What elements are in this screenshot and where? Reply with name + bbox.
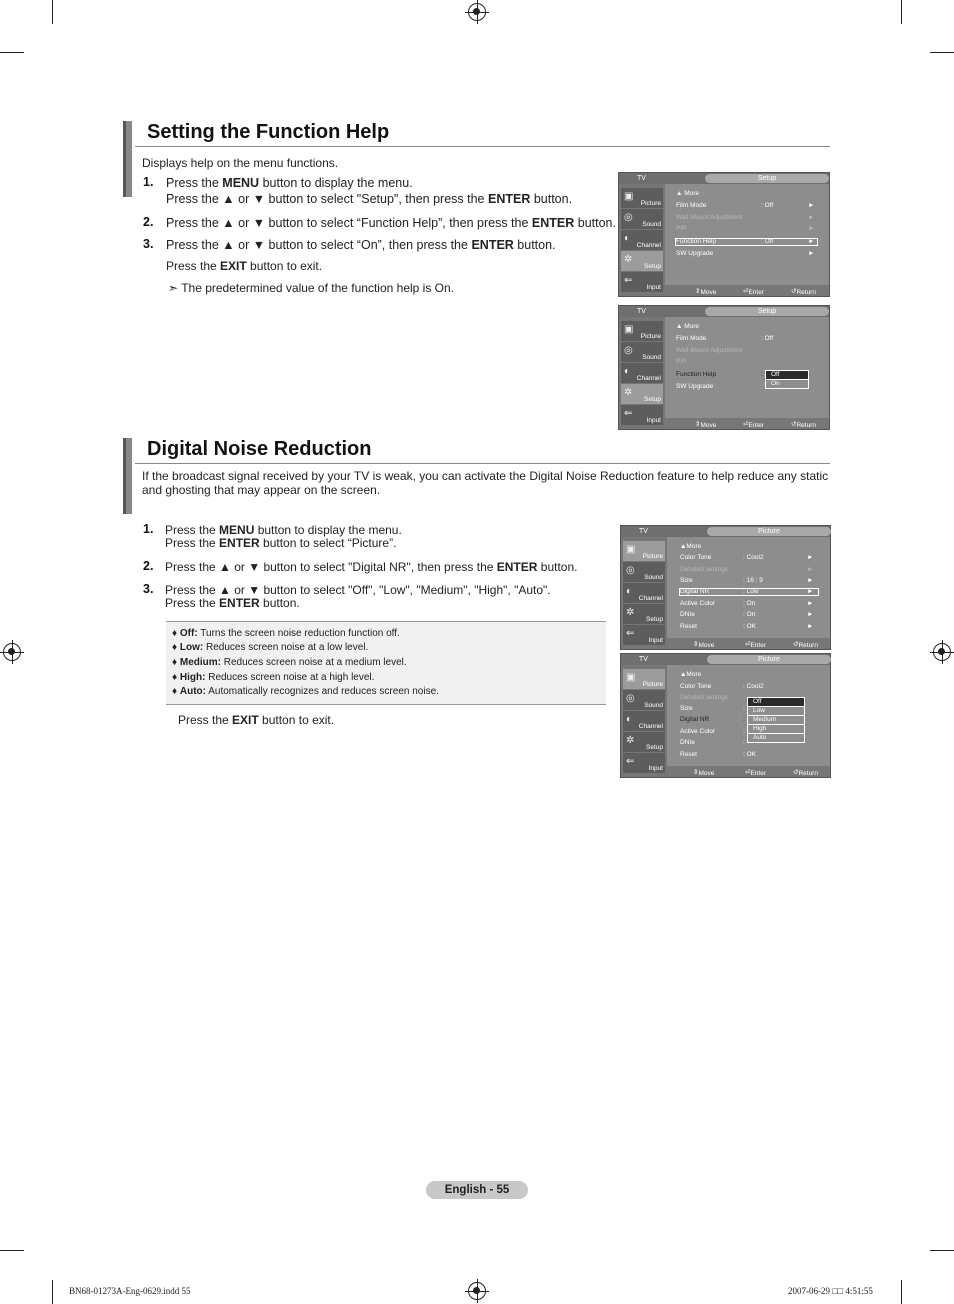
step-number: 1. — [143, 175, 154, 189]
setup-icon: ✲ — [626, 735, 635, 746]
tv-menu-setup: TV Setup ▣ Picture ◎ Sound ◐ Channel ✲ Setup ⇐ Input ▲ More Film Mode : Off ► Wall-Mount Adjustment ► PIP ► Function Help : Off ► SW Upgrade ► ⇕ Move ⏎ Enter ↺ Return — [618, 172, 830, 297]
sound-icon: ◎ — [624, 345, 633, 356]
file-slug: BN68-01273A-Eng-0629.indd 55 — [69, 1286, 191, 1296]
intro-text: Displays help on the menu functions. — [142, 156, 339, 170]
picture-icon: ▣ — [624, 324, 634, 335]
channel-icon: ◐ — [626, 714, 633, 725]
section-divider — [135, 463, 830, 464]
section-title-dnr: Digital Noise Reduction — [147, 438, 372, 460]
registration-mark-right-icon — [933, 643, 951, 661]
step-text: Press the ▲ or ▼ button to select "Digital NR", then press the ENTER button. — [165, 560, 578, 574]
note-text: ➣ The predetermined value of the function help is On. — [168, 281, 455, 295]
step-text: Press the ENTER button. — [165, 596, 300, 610]
step-text: Press the ▲ or ▼ button to select "Setup", then press the ENTER button. — [166, 192, 573, 206]
channel-icon: ◐ — [626, 586, 633, 597]
exit-text: Press the EXIT button to exit. — [166, 259, 323, 273]
sound-icon: ◎ — [626, 693, 635, 704]
tv-menu-setup-dropdown: TV Setup ▣ Picture ◎ Sound ◐ Channel ✲ Setup ⇐ Input ▲ More Film Mode : Off Wall-Mount Adjustment PIP Function Help : SW Upgrade Off On ⇕ Move ⏎ Enter ↺ Return — [618, 305, 830, 430]
input-icon: ⇐ — [626, 628, 635, 639]
registration-mark-top-icon — [468, 3, 486, 21]
page-number: English - 55 — [426, 1181, 528, 1199]
picture-icon: ▣ — [626, 672, 636, 683]
step-text: Press the ▲ or ▼ button to select "Off", "Low", "Medium", "High", "Auto". — [165, 583, 551, 597]
input-icon: ⇐ — [624, 275, 633, 286]
step-number: 2. — [143, 215, 154, 229]
picture-icon: ▣ — [626, 544, 636, 555]
sound-icon: ◎ — [626, 565, 635, 576]
intro-text: If the broadcast signal received by your TV is weak, you can activate the Digital Noise Reduction feature to help reduce any static — [142, 469, 829, 483]
setup-icon: ✲ — [626, 607, 635, 618]
section-marker — [123, 438, 132, 514]
step-text: Press the MENU button to display the menu. — [165, 523, 402, 537]
tv-menu-picture-dropdown: TV Picture ▣ Picture ◎ Sound ◐ Channel ✲ Setup ⇐ Input ▲More Color Tone : Cool2 Detailed settings Size : Digital NR : Active Color : DNIe : Reset : OK Off Low Medium High Auto ⇕ Move ⏎ Enter ↺ Return — [620, 653, 831, 778]
channel-icon: ◐ — [624, 366, 631, 377]
section-divider — [135, 146, 830, 147]
step-number: 3. — [143, 237, 154, 251]
setup-icon: ✲ — [624, 254, 633, 265]
intro-text: and ghosting that may appear on the screen. — [142, 483, 381, 497]
date-slug: 2007-06-29 □□ 4:51:55 — [788, 1286, 873, 1296]
step-number: 3. — [143, 582, 154, 596]
sound-icon: ◎ — [624, 212, 633, 223]
setup-icon: ✲ — [624, 387, 633, 398]
section-title-function-help: Setting the Function Help — [147, 121, 390, 143]
input-icon: ⇐ — [624, 408, 633, 419]
registration-mark-bottom-icon — [468, 1282, 486, 1300]
step-number: 2. — [143, 559, 154, 573]
exit-text: Press the EXIT button to exit. — [178, 713, 335, 727]
options-note-box: ♦ Off: Turns the screen noise reduction function off. ♦ Low: Reduces screen noise at a low level. ♦ Medium: Reduces screen noise at a medium level. ♦ High: Reduces screen noise at a high level. ♦ Auto: Automatically recognizes and reduces screen noise. — [166, 621, 606, 705]
step-text: Press the ▲ or ▼ button to select “On”, then press the ENTER button. — [166, 238, 556, 252]
step-number: 1. — [143, 522, 154, 536]
input-icon: ⇐ — [626, 756, 635, 767]
step-text: Press the ▲ or ▼ button to select “Function Help”, then press the ENTER button. — [166, 216, 616, 230]
registration-mark-left-icon — [3, 643, 21, 661]
step-text: Press the MENU button to display the menu. — [166, 176, 413, 190]
section-marker — [123, 121, 132, 197]
tv-menu-picture: TV Picture ▣ Picture ◎ Sound ◐ Channel ✲ Setup ⇐ Input ▲More Color Tone : Cool2 ► Detailed settings ► Size : 16 : 9 ► Digital NR : Low ► Active Color : On ► DNIe : On ► Reset : OK ► ⇕ Move ⏎ Enter ↺ Return — [620, 525, 831, 650]
step-text: Press the ENTER button to select “Picture”. — [165, 536, 397, 550]
note-arrow-icon: ➣ — [168, 281, 179, 295]
picture-icon: ▣ — [624, 191, 634, 202]
channel-icon: ◐ — [624, 233, 631, 244]
